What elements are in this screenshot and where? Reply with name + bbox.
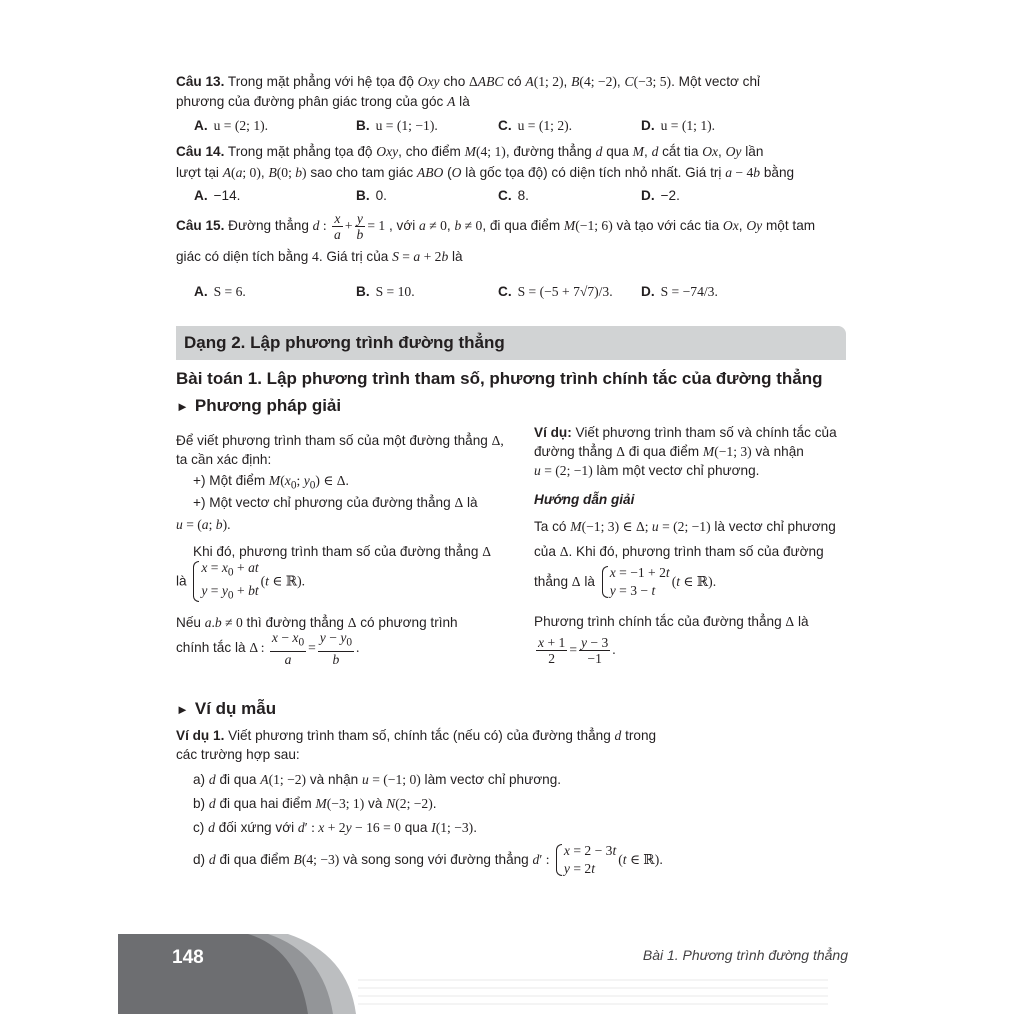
q13-line2: phương của đường phân giác trong của góc A là [176,94,470,109]
example1-part-d: d) d đi qua điểm B(4; −3) và song song với đường thẳng d′ : x = 2 − 3t y = 2t (t ∈ ℝ). [193,843,664,877]
q13-option-b[interactable]: B. u = (1; −1). [356,118,438,133]
q13-option-a[interactable]: A. u = (2; 1). [194,118,269,133]
q15-option-c[interactable]: C. S = (−5 + 7√7)/3. [498,284,613,299]
method-p5: là $x = x_0$ + at $y = y_0$ + bt (t ∈ ℝ). [176,559,305,604]
footer-decoration [118,934,828,1014]
q14-line2: lượt tại A(a; 0), B(0; b) sao cho tam giác ABO (O là gốc tọa độ) có diện tích nhỏ nhất. Giá trị a − 4b bằng [176,165,795,180]
method-p2: +) Một điểm $M(x_0$; $y_0$) ∈ Δ. [193,473,349,492]
q14-label: Câu 14. [176,144,225,159]
page-number: 148 [172,947,204,968]
q14-line1: Câu 14. Trong mặt phẳng tọa độ Oxy, cho điểm M(4; 1), đường thẳng d qua M, d cắt tia Ox, Oy lần [176,144,764,159]
q14-option-c[interactable]: C. 8. [498,188,529,203]
method-p3b: u = (a; b). [176,517,231,532]
solution-canonical: $\frac{x + 1}{2}$ = $\frac{y - 3}{-1}$ . [538,634,616,666]
footer-grid-lines [358,980,828,1004]
q13-option-c[interactable]: C. u = (1; 2). [498,118,573,133]
method-p3: +) Một vectơ chỉ phương của đường thẳng Δ là [193,495,478,510]
solution-line3: thẳng Δ là x = −1 + 2t y = 3 − t (t ∈ ℝ). [534,565,717,599]
q15-option-d[interactable]: D. S = −74/3. [641,284,718,299]
example1-part-c: c) d đối xứng với d′ : x + 2y − 16 = 0 qua I(1; −3). [193,820,477,835]
q15-line2: giác có diện tích bằng 4. Giá trị của S = a + 2b là [176,249,463,264]
example1-part-b: b) d đi qua hai điểm M(−3; 1) và N(2; −2). [193,796,437,811]
method-p1: Để viết phương trình tham số của một đường thẳng Δ, [176,433,504,448]
q15-line1: Câu 15. Đường thẳng d : $\frac{x}{a}$ + $\frac{y}{b}$ = 1 , với a ≠ 0, b ≠ 0, đi qua điểm M(−1; 6) và tạo với các tia Ox, Oy một tam [176,210,816,242]
parametric-system: $x = x_0$ + at $y = y_0$ + bt [192,559,258,604]
solution-heading: Hướng dẫn giải [534,492,635,507]
method-p1b: ta cần xác định: [176,452,272,467]
chapter-title: Bài 1. Phương trình đường thẳng [642,947,848,963]
q14-option-b[interactable]: B. 0. [356,188,387,203]
example1-parametric-system: x = 2 − 3t y = 2t [555,842,616,878]
example-intro: Ví dụ: Viết phương trình tham số và chính tắc của [534,425,837,440]
example-line2: đường thẳng Δ đi qua điểm M(−1; 3) và nhận [534,444,804,459]
solution-line2: của Δ. Khi đó, phương trình tham số của đường [534,544,824,559]
example-parametric-system: x = −1 + 2t y = 3 − t [601,564,670,600]
q14-option-d[interactable]: D. −2. [641,188,680,203]
method-p4: Khi đó, phương trình tham số của đường thẳng Δ [193,544,491,559]
q13-option-d[interactable]: D. u = (1; 1). [641,118,716,133]
section-title: Dạng 2. Lập phương trình đường thẳng [184,333,505,352]
q15-option-a[interactable]: A. S = 6. [194,284,246,299]
method-heading: ► Phương pháp giải [176,396,342,415]
q15-option-b[interactable]: B. S = 10. [356,284,415,299]
q13-label: Câu 13. [176,74,225,89]
triangle-bullet-icon: ► [176,399,189,414]
triangle-bullet-icon: ► [176,702,189,717]
q15-label: Câu 15. [176,218,225,233]
problem-heading: Bài toán 1. Lập phương trình tham số, phương trình chính tắc của đường thẳng [176,369,823,388]
solution-line4: Phương trình chính tắc của đường thẳng Δ là [534,614,809,629]
example1-part-a: a) d đi qua A(1; −2) và nhận u = (−1; 0) làm vectơ chỉ phương. [193,772,562,787]
q14-option-a[interactable]: A. −14. [194,188,241,203]
example-line3: u = (2; −1) làm một vectơ chỉ phương. [534,463,760,478]
q13-line1: Câu 13. Trong mặt phẳng với hệ tọa độ Oxy cho ΔABC có A(1; 2), B(4; −2), C(−3; 5). Một vectơ chỉ [176,74,761,89]
method-p6: Nếu a.b ≠ 0 thì đường thẳng Δ có phương trình [176,615,458,630]
examples-heading: ► Ví dụ mẫu [176,699,277,718]
method-p7: chính tắc là Δ : $\frac{x - x_0}{a}$ = $\frac{y - y_0}{b}$ . [176,630,360,667]
solution-line1: Ta có M(−1; 3) ∈ Δ; u = (2; −1) là vectơ chỉ phương [534,519,836,534]
example1-intro2: các trường hợp sau: [176,747,300,762]
example1-intro: Ví dụ 1. Viết phương trình tham số, chính tắc (nếu có) của đường thẳng d trong [176,728,657,743]
